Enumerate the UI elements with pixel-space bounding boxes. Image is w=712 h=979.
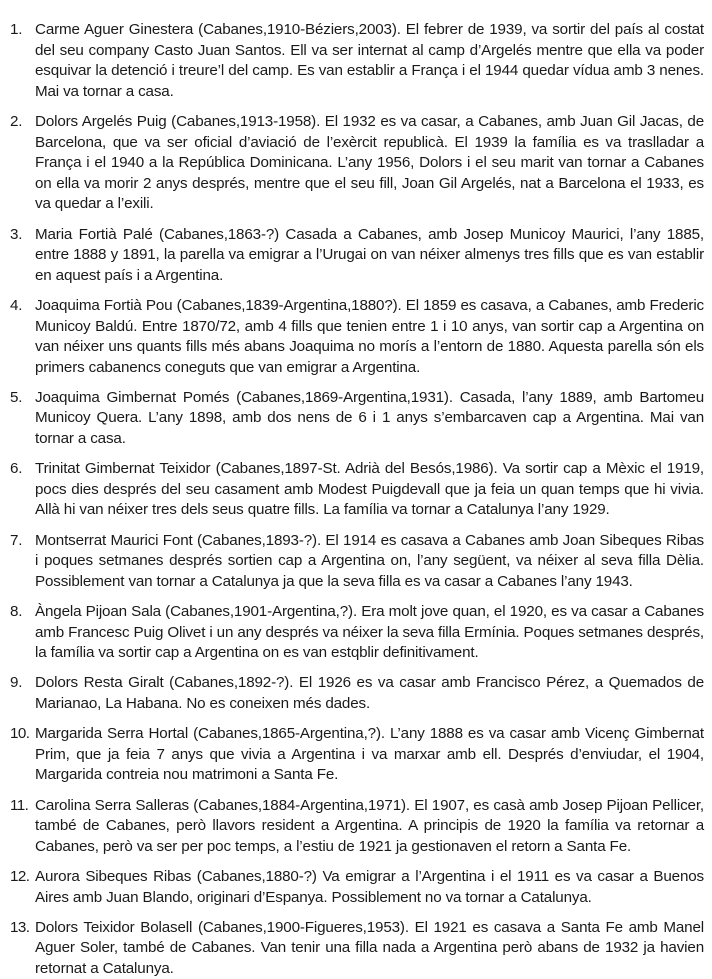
item-text: Àngela Pijoan Sala (Cabanes,1901-Argentina,?). Era molt jove quan, el 1920, es va casar a Cabanes amb Francesc Puig Olivet i un any després va néixer la seva filla Ermínia. Poques setmanes després, la família va sortir cap a Argentina on es van estqblir definitivament. [35, 603, 704, 662]
item-number: 9. [10, 674, 23, 692]
item-number: 12. [10, 867, 30, 885]
list-item [10, 918, 704, 979]
list-item [10, 531, 704, 593]
item-text: Montserrat Maurici Font (Cabanes,1893-?). El 1914 es casava a Cabanes amb Joan Sibeques Ribas i poques setmanes després sortien cap a Argentina on, l’any següent, va néixer al seva filla Dèlia. Possiblement van tornar a Catalunya ja que la seva filla es va casar a Cabanes l’any 1943. [35, 531, 704, 590]
list-item [10, 112, 704, 215]
item-text: Maria Fortià Palé (Cabanes,1863-?) Casada a Cabanes, amb Josep Municoy Maurici, l’any 1885, entre 1888 y 1891, la parella va emigrar a l’Urugai on van néixer almenys tres fills que es van establir en aquest país i a Argentina. [35, 225, 704, 284]
item-text: Joaquima Gimbernat Pomés (Cabanes,1869-Argentina,1931). Casada, l’any 1889, amb Bartomeu Municoy Quera. L’any 1898, amb dos nens de 6 i 1 anys s’embarcaven cap a Argentina. Mai van tornar a casa. [35, 388, 704, 448]
item-text: Dolors Argelés Puig (Cabanes,1913-1958). El 1932 es va casar, a Cabanes, amb Juan Gil Jacas, de Barcelona, que va ser oficial d’aviació de l’exèrcit republicà. El 1939 la família es va traslladar a França i el 1940 a la República Dominicana. L’any 1956, Dolors i el seu marit van tornar a Cabanes on ella va morir 2 anys després, mentre que el seu fill, Joan Gil Argelés, nat a Barcelona el 1933, es va quedar a l’exili. [35, 112, 704, 213]
list-item [10, 20, 704, 102]
list-item [10, 602, 704, 664]
item-number: 13. [10, 918, 30, 936]
item-number: 5. [10, 388, 23, 406]
item-number: 11. [10, 796, 29, 814]
item-number: 3. [10, 225, 23, 243]
item-number: 1. [10, 21, 23, 38]
list-item [10, 867, 704, 908]
item-text: Carme Aguer Ginestera (Cabanes,1910-Béziers,2003). El febrer de 1939, va sortir del país al costat del seu company Casto Juan Santos. Ell va ser internat al camp d’Argelés mentre que ella va poder esquivar la detenció i treure’l del camp. Es van establir a França i el 1944 quedar vídua amb 3 nenes. Mai va tornar a casa. [35, 21, 704, 100]
item-number: 8. [10, 603, 23, 620]
item-number: 2. [10, 112, 23, 130]
item-number: 4. [10, 296, 23, 314]
item-text: Trinitat Gimbernat Teixidor (Cabanes,1897-St. Adrià del Besós,1986). Va sortir cap a Mèxic el 1919, pocs dies després del seu casament amb Modest Puigdevall que ja feia un quan temps que hi vivia. Allà hi van néixer tres dels seus quatre fills. La família va tornar a Catalunya l’any 1929. [35, 460, 704, 519]
biography-list [10, 20, 704, 979]
item-number: 6. [10, 460, 23, 478]
list-item [10, 459, 704, 521]
item-number: 7. [10, 531, 23, 549]
item-text: Margarida Serra Hortal (Cabanes,1865-Argentina,?). L’any 1888 es va casar amb Vicenç Gimbernat Prim, que ja feia 7 anys que vivia a Argentina i va marxar amb ell. Després d’enviudar, el 1904, Margarida contreia nou matrimoni a Santa Fe. [35, 725, 704, 784]
list-item [10, 296, 704, 378]
item-text: Dolors Teixidor Bolasell (Cabanes,1900-Figueres,1953). El 1921 es casava a Santa Fe amb Manel Aguer Soler, també de Cabanes. Van tenir una filla nada a Argentina però abans de 1932 ja havien retornat a Catalunya. [35, 918, 704, 977]
item-text: Dolors Resta Giralt (Cabanes,1892-?). El 1926 es va casar amb Francisco Pérez, a Quemados de Marianao, La Habana. No es coneixen més dades. [35, 674, 704, 712]
item-text: Carolina Serra Salleras (Cabanes,1884-Argentina,1971). El 1907, es casà amb Josep Pijoan Pellicer, també de Cabanes, però llavors resident a Argentina. A principis de 1920 la família va retornar a Cabanes, però va ser per poc temps, a l’estiu de 1921 ja gestionaven el retorn a Santa Fe. [35, 796, 704, 855]
item-number: 10. [10, 725, 30, 743]
list-item [10, 225, 704, 287]
item-text: Aurora Sibeques Ribas (Cabanes,1880-?) Va emigrar a l’Argentina i el 1911 es va casar a Buenos Aires amb Juan Blando, originari d’Espanya. Possiblement no va tornar a Catalunya. [35, 867, 704, 906]
list-item [10, 388, 704, 450]
list-item [10, 673, 704, 714]
list-item [10, 724, 704, 786]
list-item [10, 796, 704, 858]
item-text: Joaquima Fortià Pou (Cabanes,1839-Argentina,1880?). El 1859 es casava, a Cabanes, amb Frederic Municoy Baldú. Entre 1870/72, amb 4 fills que tenien entre 1 i 10 anys, van sortir cap a Argentina on van néixer uns quants fills més abans Joaquima no morís a l’entorn de 1880. Aquesta parella són els primers cabanencs coneguts que van emigrar a Argentina. [35, 296, 704, 376]
